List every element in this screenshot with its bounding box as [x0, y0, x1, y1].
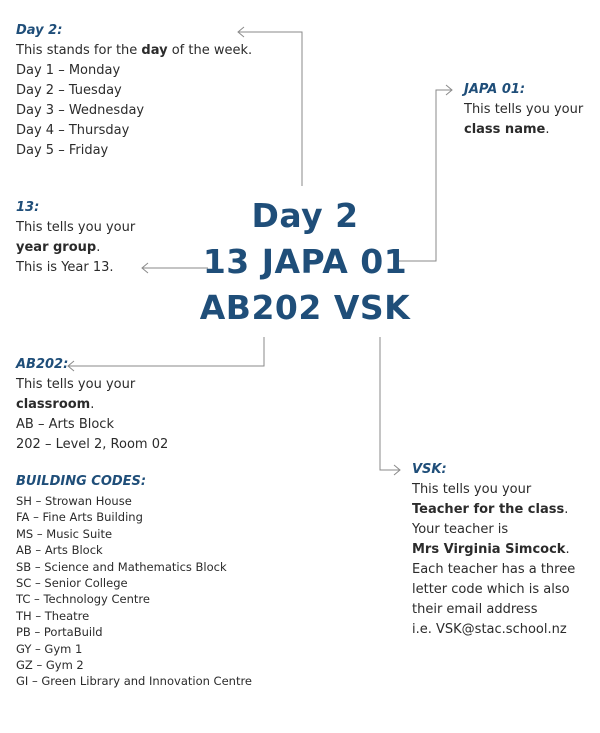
building-code-item: GI – Green Library and Innovation Centre — [16, 674, 252, 689]
teacher-code-note: Each teacher has a three — [412, 562, 576, 577]
building-code-item: AB – Arts Block — [16, 543, 103, 558]
center-day-code: Day 2 — [251, 196, 359, 235]
day-item: Day 1 – Monday — [16, 63, 121, 78]
building-code-item: FA – Fine Arts Building — [16, 510, 143, 525]
building-code-item: PB – PortaBuild — [16, 625, 103, 640]
class-section — [464, 80, 583, 140]
classroom-line: classroom. — [16, 397, 95, 412]
teacher-intro: Your teacher is — [412, 522, 509, 537]
day-item: Day 3 – Wednesday — [16, 103, 145, 118]
class-heading: JAPA 01: — [464, 82, 526, 97]
teacher-email-example: i.e. VSK@stac.school.nz — [412, 622, 567, 637]
connector-teacher — [380, 337, 400, 470]
room-heading: AB202: — [16, 357, 69, 372]
teacher-name-line: Mrs Virginia Simcock. — [412, 542, 570, 557]
building-code-item: TC – Technology Centre — [16, 592, 150, 607]
day-item: Day 4 – Thursday — [16, 123, 130, 138]
year-group-line: year group. — [16, 240, 101, 255]
day-item: Day 2 – Tuesday — [16, 83, 122, 98]
teacher-code-note: letter code which is also — [412, 582, 570, 597]
year-heading: 13: — [16, 200, 40, 215]
teacher-code-note: their email address — [412, 602, 538, 617]
year-section — [16, 198, 135, 278]
building-code-item: MS – Music Suite — [16, 526, 113, 541]
teacher-section — [412, 460, 575, 640]
day-description: This stands for the day of the week. — [16, 43, 253, 58]
building-code-item: SB – Science and Mathematics Block — [16, 559, 227, 574]
class-description: This tells you your — [464, 102, 584, 117]
year-example: This is Year 13. — [16, 260, 114, 275]
teacher-role-line: Teacher for the class. — [412, 502, 569, 517]
building-codes-section — [16, 472, 252, 690]
room-number: 202 – Level 2, Room 02 — [16, 437, 169, 452]
building-code-item: TH – Theatre — [16, 608, 90, 623]
class-name-line: class name. — [464, 122, 550, 137]
room-description: This tells you your — [16, 377, 136, 392]
day-section — [16, 21, 252, 161]
day-item: Day 5 – Friday — [16, 143, 109, 158]
building-code-item: GY – Gym 1 — [16, 641, 83, 656]
building-codes-heading: BUILDING CODES: — [16, 474, 147, 489]
center-class-code: 13 JAPA 01 — [202, 242, 408, 281]
building-code-item: GZ – Gym 2 — [16, 658, 84, 673]
room-section — [16, 355, 168, 455]
teacher-description: This tells you your — [412, 482, 532, 497]
year-description: This tells you your — [16, 220, 136, 235]
building-code-item: SH – Strowan House — [16, 494, 132, 508]
building-code-item: SC – Senior College — [16, 576, 128, 591]
center-room-code: AB202 VSK — [199, 288, 411, 327]
room-building: AB – Arts Block — [16, 417, 114, 432]
day-heading: Day 2: — [16, 23, 63, 38]
teacher-heading: VSK: — [412, 462, 447, 477]
